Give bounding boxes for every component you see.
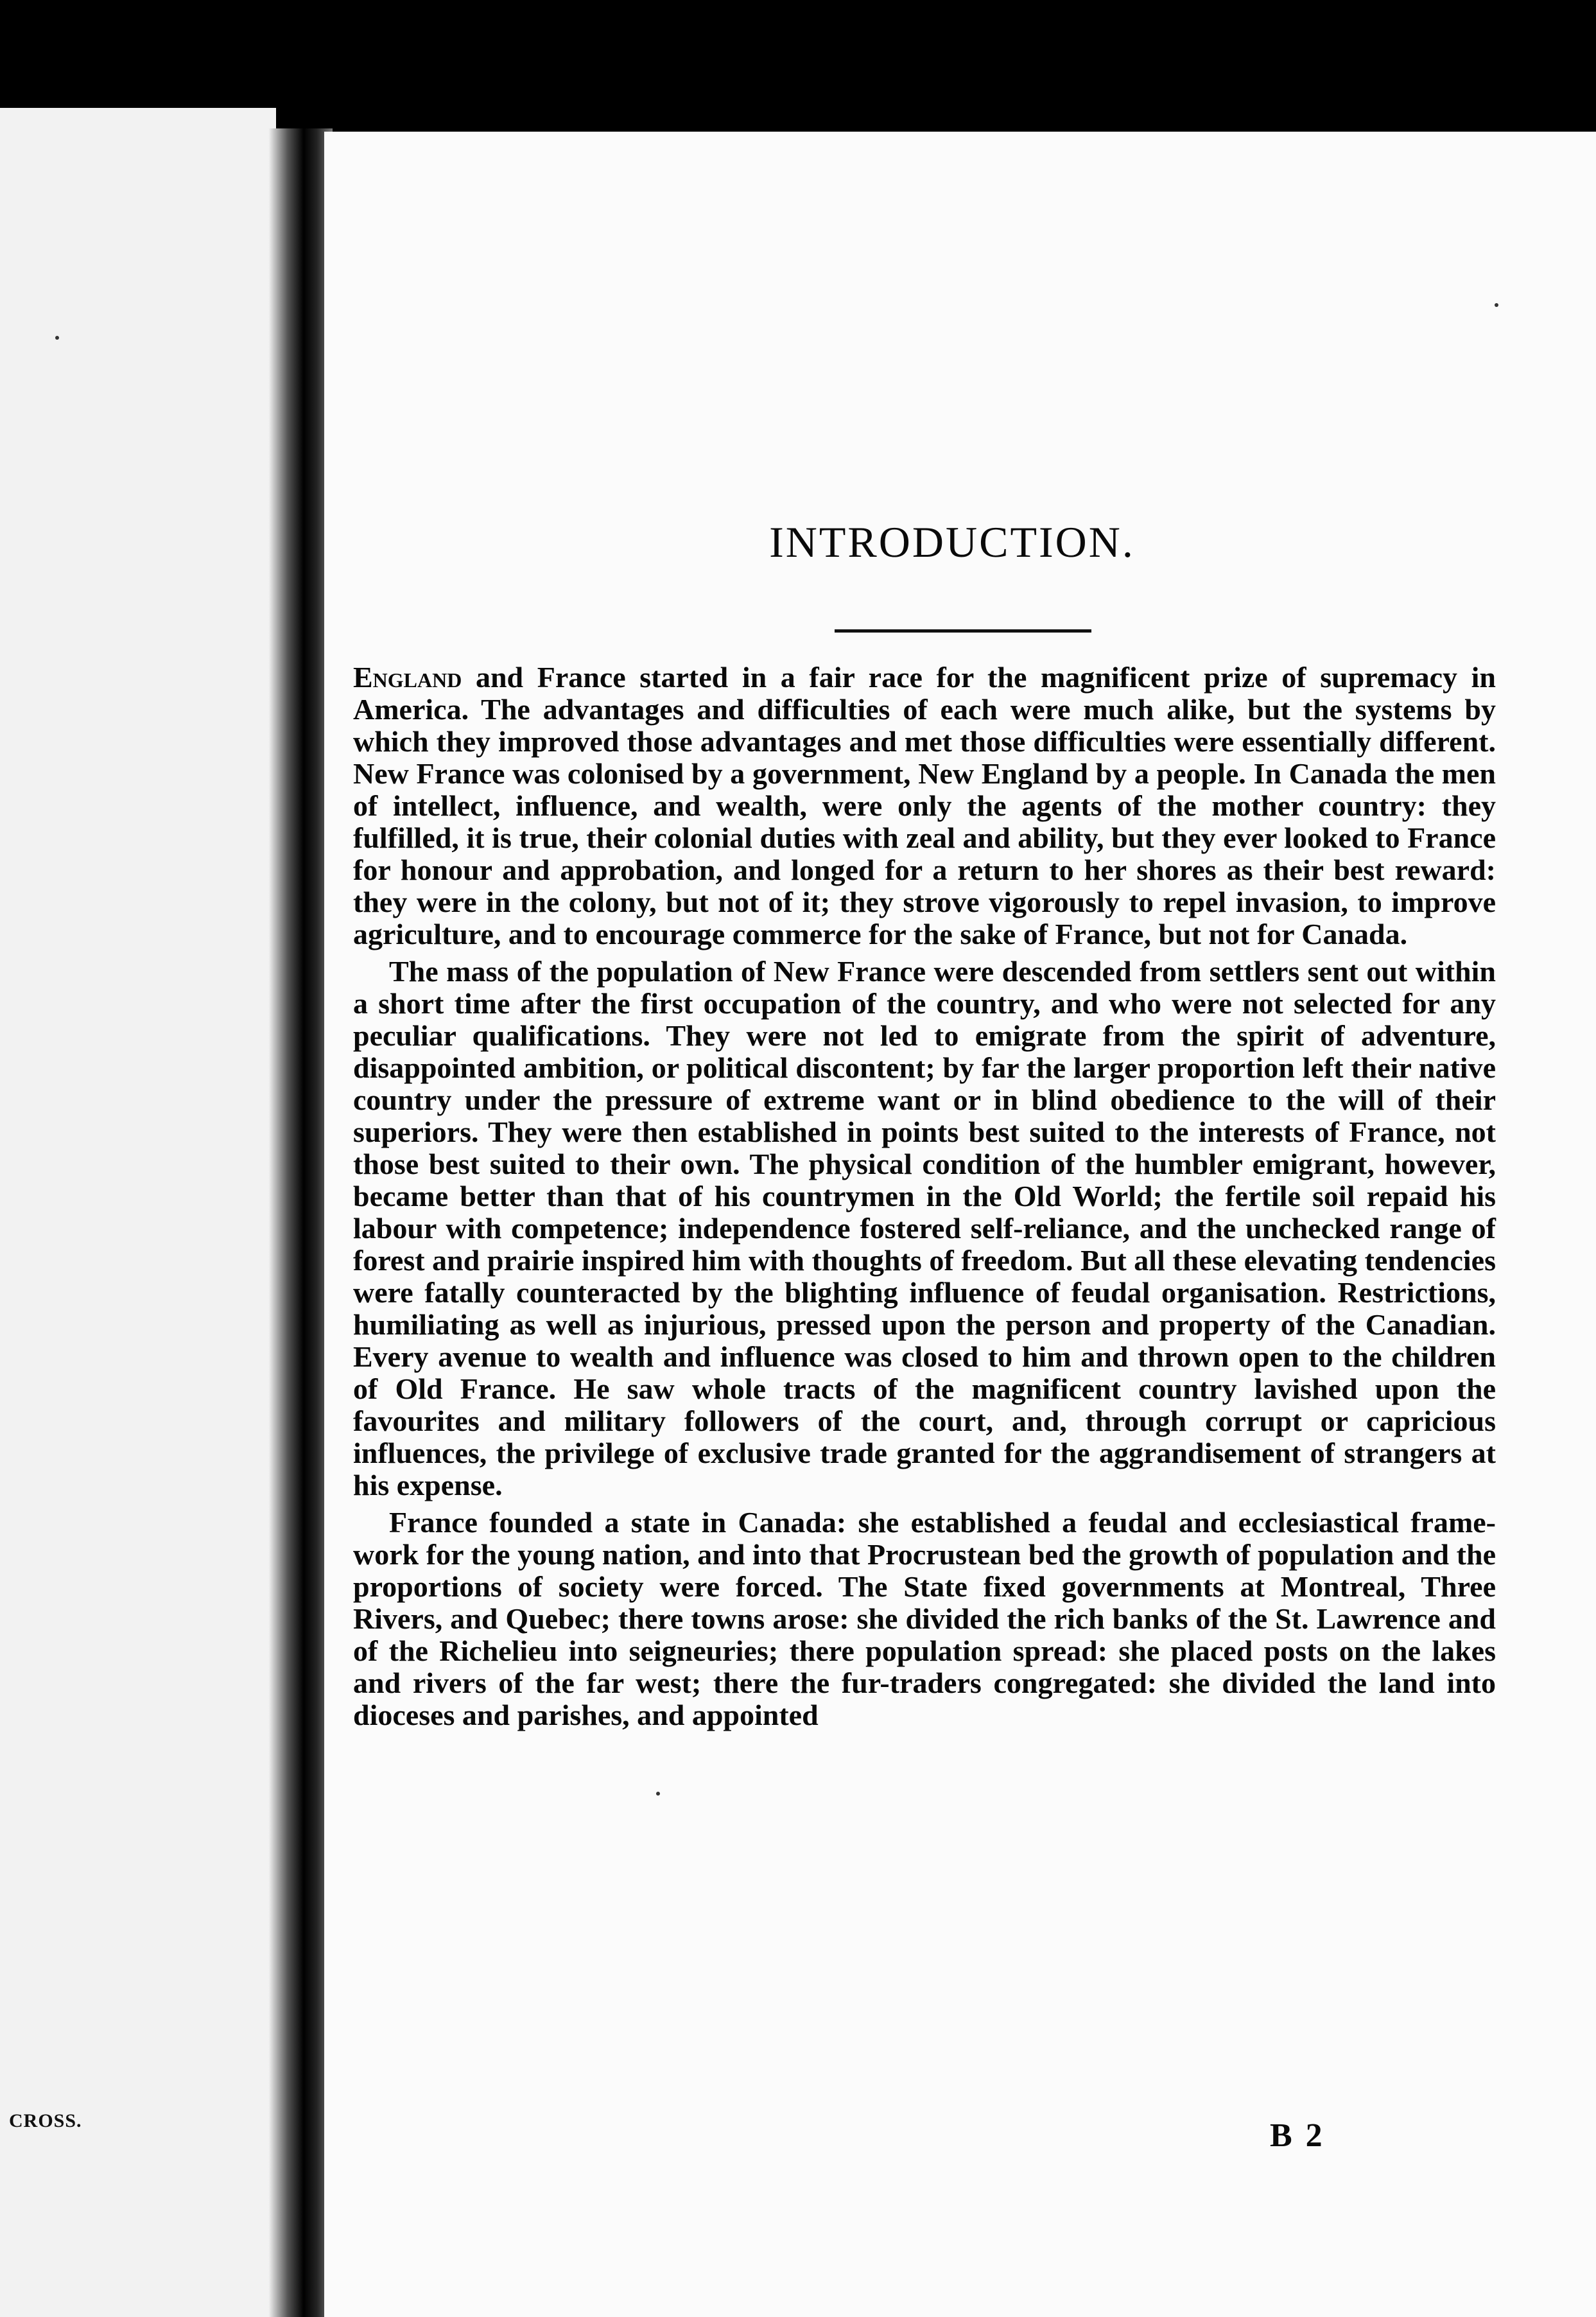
paragraph-3: France founded a state in Canada: she established a feudal and ecclesiastical frame-work for the young nation, and into that Procrustean bed the growth of population and the proportions of society were forced. The State fixed governments at Montreal, Three Rivers, and Quebec; there towns arose: she divided the rich banks of the St. Lawrence and of the Richelieu into seigneuries; there population spread: she placed posts on the lakes and rivers of the far west; there the fur-traders congregated: she divided the land into dioceses and parishes, and appointed [353, 1506, 1496, 1731]
paragraph-1-lead-word: England [353, 661, 462, 694]
paragraph-2: The mass of the population of New France were descended from settlers sent out within a short time after the first occupation of the country, and who were not selected for any peculiar qualifications. They were not led to emigrate from the spirit of adventure, disappointed ambition, or political discontent; by far the larger proportion left their native country under the pressure of extreme want or in blind obedience to the will of their superiors. They were then established in points best suited to the interests of France, not those best suited to their own. The physical condition of the humbler emigrant, however, became better than that of his countrymen in the Old World; the fertile soil repaid his labour with competence; independence fostered self-reliance, and the unchecked range of forest and prairie inspired him with thoughts of freedom. But all these elevating tendencies were fatally counteracted by the blighting influence of feudal organisation. Restrictions, humiliating as well as injurious, pressed upon the person and property of the Canadian. Every avenue to wealth and influence was closed to him and thrown open to the children of Old France. He saw whole tracts of the magnificent country lavished upon the favourites and military followers of the court, and, through corrupt or capricious influences, the privilege of exclusive trade granted for the aggrandisement of strangers at his expense. [353, 955, 1496, 1501]
scan-speck [656, 1792, 660, 1796]
left-page-edge [0, 108, 276, 2317]
body-text [353, 661, 1496, 1736]
paragraph-1 [353, 661, 1496, 950]
book-gutter-shadow [268, 128, 333, 2317]
scan-speck [55, 336, 59, 340]
page-title: INTRODUCTION. [769, 518, 1135, 566]
left-page-margin-word: CROSS. [9, 2110, 82, 2131]
title-rule [835, 629, 1091, 633]
signature-mark: B 2 [1270, 2117, 1325, 2154]
scan-speck [1495, 303, 1498, 307]
paragraph-1-text: and France started in a fair race for the magnificent prize of supremacy in America. The advantages and difficulties of each were much alike, but the systems by which they improved those advantages and met those difficulties were essentially different. New France was colonised by a government, New England by a people. In Canada the men of intellect, influence, and wealth, were only the agents of the mother country: they fulfilled, it is true, their colonial duties with zeal and ability, but they ever looked to France for honour and approbation, and longed for a return to her shores as their best reward: they were in the colony, but not of it; they strove vigorously to repel invasion, to improve agriculture, and to encourage commerce for the sake of France, but not for Canada. [353, 661, 1496, 950]
